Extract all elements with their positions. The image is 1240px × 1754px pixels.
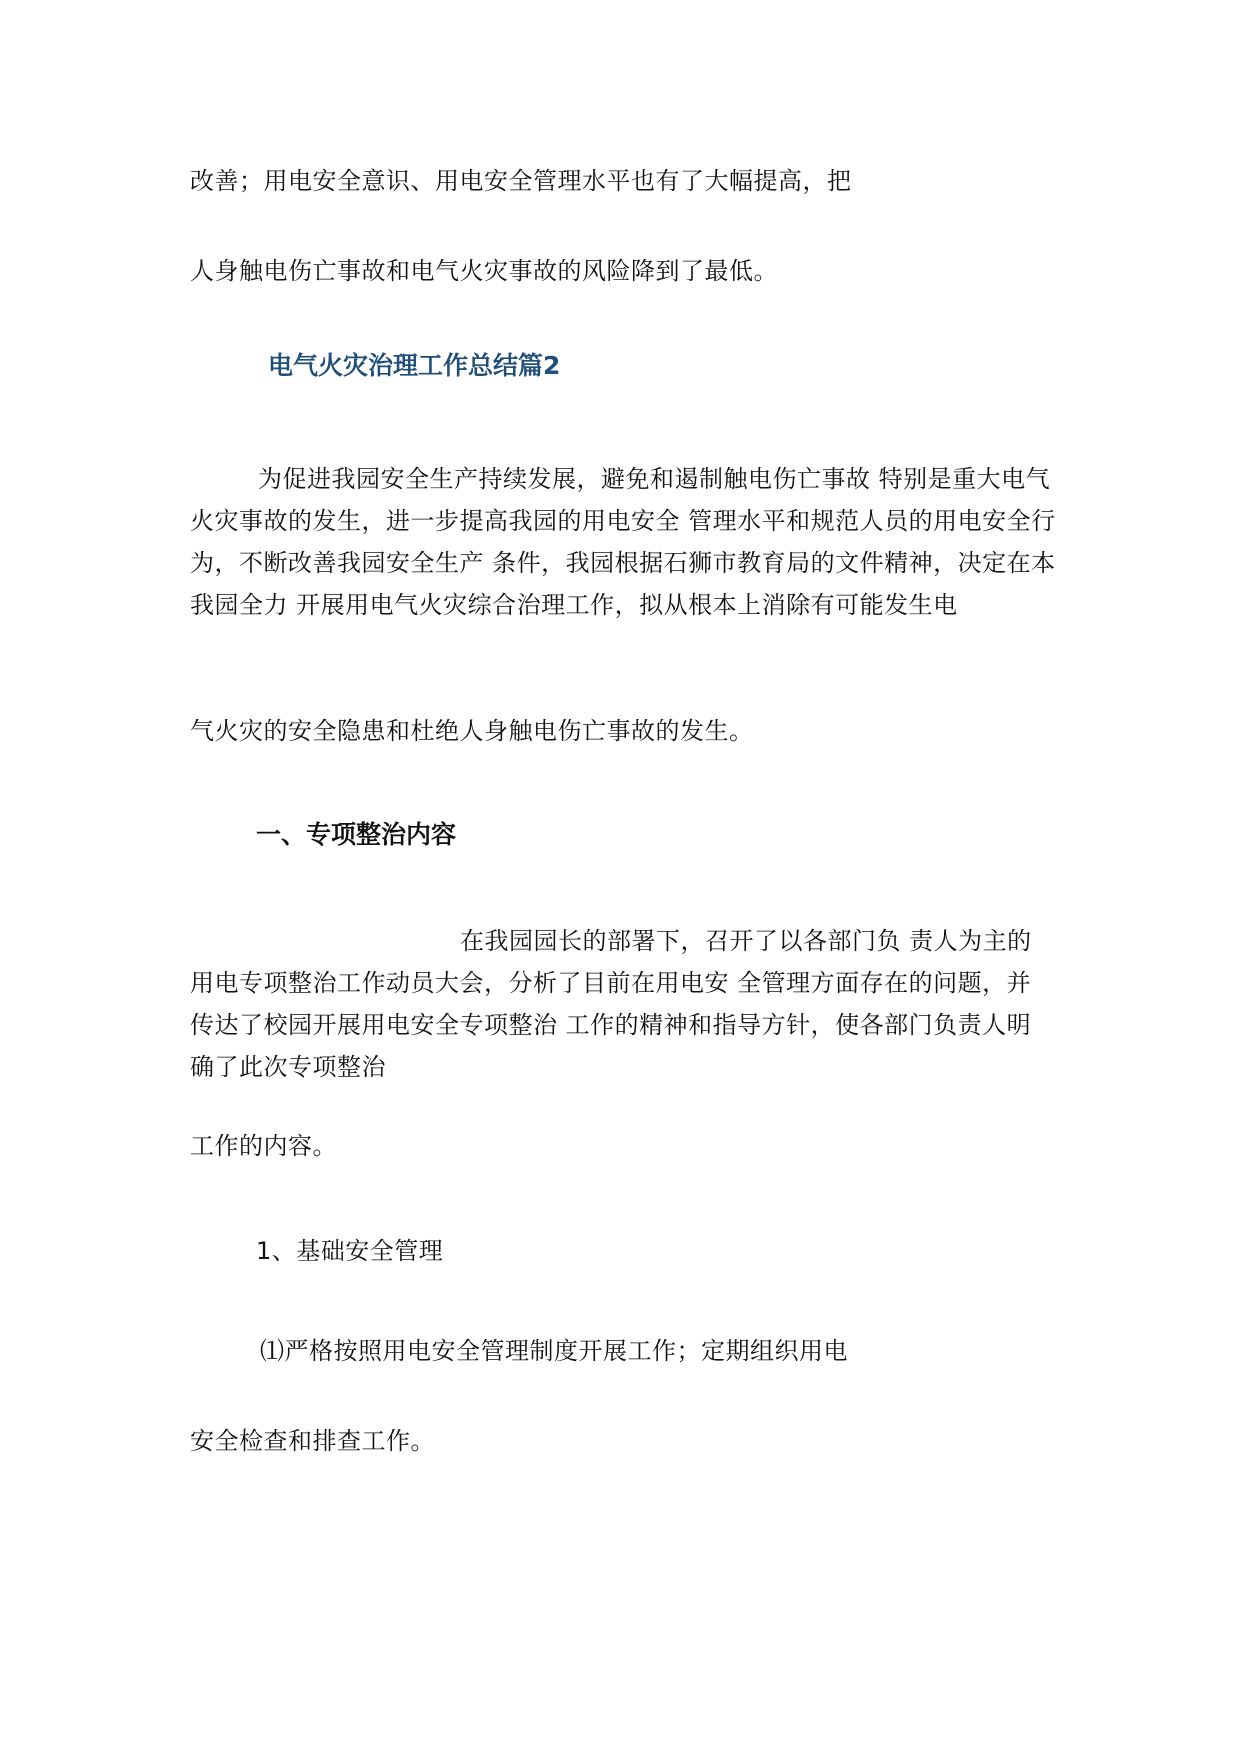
list-item-1-line-1: ⑴严格按照用电安全管理制度开展工作；定期组织用电 (260, 1337, 848, 1365)
intro-paragraph: 为促进我园安全生产持续发展，避免和遏制触电伤亡事故 特别是重大电气火灾事故的发生，进一步提高我园的用电安全 管理水平和规范人员的用电安全行为，不断改善我园安全生产 条件，我园根据石狮市教育局的文件精神，决定在本我园全力 开展用电气火灾综合治理工作，拟从根本上消除有可能发生电 (190, 465, 1056, 619)
list-item-1-line-2: 安全检查和排查工作。 (190, 1427, 435, 1455)
intro-paragraph-tail: 气火灾的安全隐患和杜绝人身触电伤亡事故的发生。 (190, 717, 754, 745)
section-paragraph-tail: 工作的内容。 (190, 1132, 337, 1160)
subsection-heading: 1、基础安全管理 (256, 1237, 444, 1265)
article-title: 电气火灾治理工作总结篇2 (268, 351, 561, 380)
continuation-line-1: 改善；用电安全意识、用电安全管理水平也有了大幅提高，把 (190, 167, 852, 195)
continuation-line-2: 人身触电伤亡事故和电气火灾事故的风险降到了最低。 (190, 257, 778, 285)
section-paragraph: 在我园园长的部署下，召开了以各部门负 责人为主的用电专项整治工作动员大会，分析了目前在用电安 全管理方面存在的问题，并传达了校园开展用电安全专项整治 工作的精神和指导方针，使各部门负责人明确了此次专项整治 (190, 927, 1032, 1081)
section-heading: 一、专项整治内容 (256, 820, 457, 849)
